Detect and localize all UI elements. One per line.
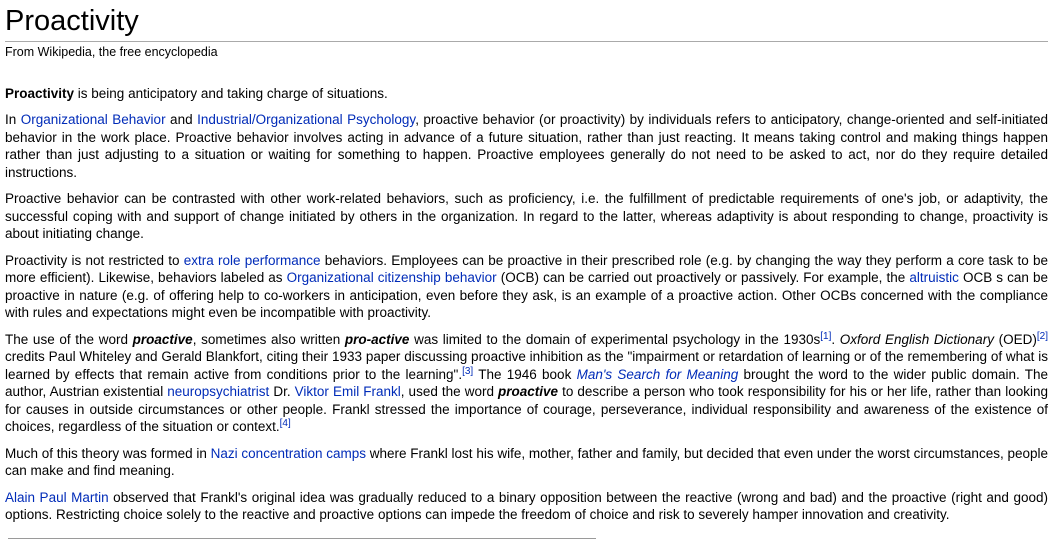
text-span: The use of the word	[5, 331, 133, 347]
paragraph	[5, 445, 1048, 480]
text-span: , proactive behavior (or proactivity) by individuals refers to anticipatory, change-oriented and self-initiated behavior in the work place. Proactive behavior involves acting in advance of a future situation, rather than just reacting. It means taking control and making things happen rather than just adjusting to a situation or waiting for something to happen. Proactive employees generally do not need to be asked to act, nor do they require detailed instructions.	[5, 112, 1049, 180]
bold-italic-text: proactive	[132, 331, 193, 347]
text-span: Dr.	[269, 384, 295, 400]
site-tagline: From Wikipedia, the free encyclopedia	[5, 44, 218, 59]
text-span: , sometimes also written	[192, 331, 345, 347]
wiki-link[interactable]: extra role performance	[183, 252, 321, 268]
text-span: (OCB) can be carried out proactively or passively. For example, the	[496, 270, 910, 286]
paragraph	[5, 489, 1048, 524]
wiki-link[interactable]: Organizational Behavior	[20, 112, 166, 128]
paragraph	[5, 252, 1048, 322]
text-span: Proactive behavior can be contrasted with other work-related behaviors, such as proficiency, i.e. the fulfillment of predictable requirements of one's job, or adaptivity, the successful coping with and support of change initiated by others in the organization. In regard to the latter, whereas adaptivity is about responding to change, proactivity is about initiating change.	[5, 191, 1048, 242]
text-span: (OED)	[993, 331, 1037, 347]
text-span: Much of this theory was formed in	[5, 445, 211, 461]
ref-link[interactable]: [1]	[820, 330, 832, 342]
page-title: Proactivity	[5, 6, 1048, 42]
text-span: credits Paul Whiteley and Gerald Blankfort, citing their 1933 paper discussing proactive inhibition as the "impairment or retardation of learning or of the remembering of what is learned by effects that remain active from conditions prior to the learning".	[5, 349, 1048, 382]
wiki-link[interactable]: Man's Search for Meaning	[576, 366, 739, 382]
wiki-link[interactable]: Organizational citizenship behavior	[286, 270, 497, 286]
text-span: The 1946 book	[473, 366, 577, 382]
article-body	[5, 85, 1048, 524]
text-span: was limited to the domain of experimental psychology in the 1930s	[409, 331, 821, 347]
text-span: observed that Frankl's original idea was gradually reduced to a binary opposition between the reactive (wrong and bad) and the proactive (right and good) options. Restricting choice solely to the reactive and proactive options can impede the freedom of choice and risk to severely hamper innovation and creativity.	[5, 489, 1048, 523]
text-span: to describe a person who took responsibility for his or her life, rather than looking for causes in outside circumstances or other people. Frankl stressed the importance of courage, perseverance, individual responsibility and awareness of the existence of choices, regardless of the situation or context.	[5, 384, 1048, 435]
wiki-link[interactable]: Alain Paul Martin	[5, 489, 109, 505]
text-span: is being anticipatory and taking charge of situations.	[74, 85, 388, 101]
reference-superscript	[462, 366, 473, 377]
text-span: where Frankl lost his wife, mother, father and family, but decided that even under the worst circumstances, people can make and find meaning.	[5, 445, 1048, 479]
text-span: brought the word to the wider public domain. The author, Austrian existential	[5, 366, 1048, 400]
bold-text: Proactivity	[5, 85, 75, 101]
reference-superscript	[1037, 331, 1048, 342]
reference-superscript	[820, 331, 831, 342]
text-span: behaviors. Employees can be proactive in their prescribed role (e.g. by changing the way they perform a core task to be more efficient). Likewise, behaviors labeled as	[5, 252, 1048, 286]
wiki-link[interactable]: neuropsychiatrist	[167, 384, 270, 400]
text-span: In	[5, 112, 21, 128]
text-span: OCB s can be proactive in nature (e.g. of offering help to co-workers in anticipation, even before they ask, is an example of a proactive action. Other OCBs concerned with the compliance with rules and expectations might even be incompatible with proactivity.	[5, 270, 1048, 321]
paragraph	[5, 111, 1048, 181]
wiki-link[interactable]: Nazi concentration camps	[210, 445, 366, 461]
reference-superscript	[280, 418, 291, 429]
italic-text: Oxford English Dictionary	[839, 331, 994, 347]
wiki-link[interactable]: altruistic	[909, 270, 959, 286]
wiki-link[interactable]: Viktor Emil Frankl	[294, 384, 401, 400]
text-span: and	[165, 112, 198, 128]
text-span: , used the word	[400, 384, 499, 400]
paragraph	[5, 331, 1048, 436]
paragraph	[5, 190, 1048, 243]
paragraph	[5, 85, 1048, 103]
bold-italic-text: pro-active	[344, 331, 410, 347]
text-span: .	[831, 331, 840, 347]
ref-link[interactable]: [4]	[279, 418, 291, 430]
bold-italic-text: proactive	[498, 384, 559, 400]
ref-link[interactable]: [3]	[462, 365, 474, 377]
wiki-link[interactable]: Industrial/Organizational Psychology	[197, 112, 416, 128]
ref-link[interactable]: [2]	[1036, 330, 1048, 342]
text-span: Proactivity is not restricted to	[5, 252, 184, 268]
